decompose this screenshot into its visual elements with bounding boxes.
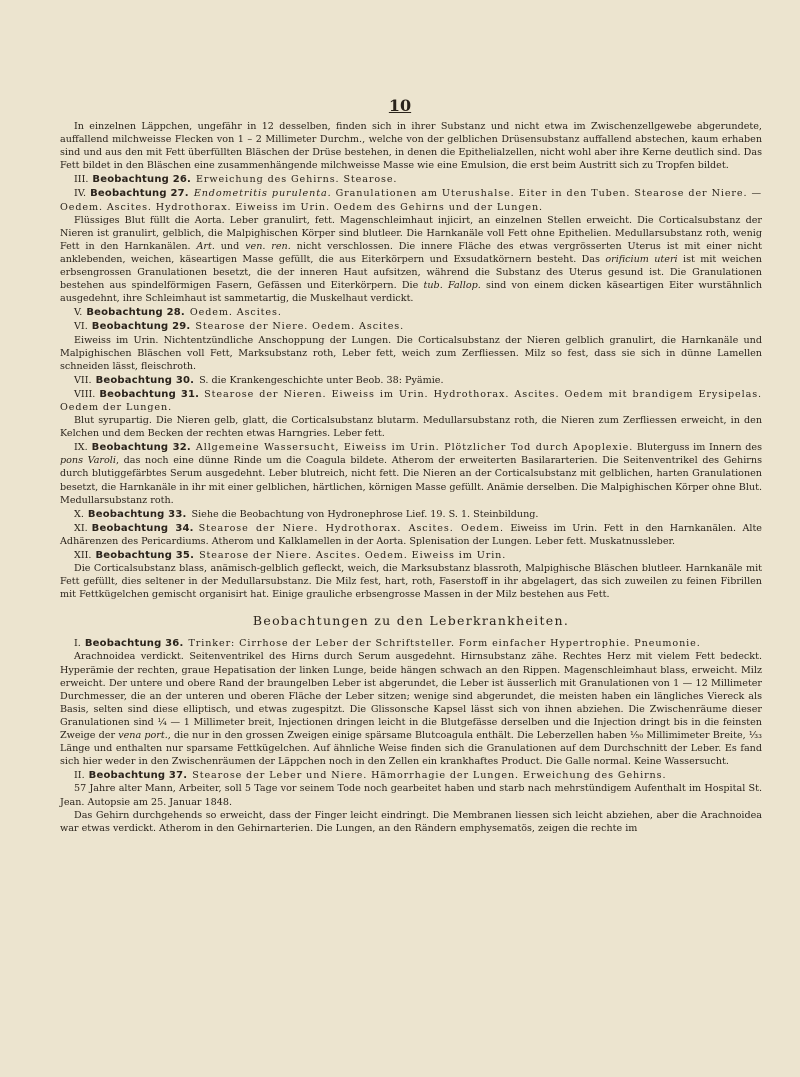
text-segment: vena port. — [118, 730, 168, 742]
observation-number: X. — [74, 508, 84, 520]
observation-entry — [60, 374, 762, 387]
text-segment: Eiweiss im Urin. Fett in den Harnkanälen. Alte Adhärenzen des Pericardiums. Atherom und Kalklamellen in der Aorta. Splenisation der Lungen. Leber fett. Muskatnussleber. — [60, 522, 762, 547]
text-segment: Stearose der Niere. Hydrothorax. Ascites. Oedem. — [198, 522, 504, 534]
text-segment: Bluterguss im Innern des — [633, 442, 762, 454]
observation-number: V. — [74, 307, 83, 319]
text-segment: , das noch eine dünne Rinde um die Coagula bildete. Atherom der erweiterten Basilararterien. Die Seitenventrikel des Gehirns durch blutiggefärbtes Serum ausgedehnt. Leber blutreich, nicht fett. Die Nieren an der Corticalsubstanz mit gelblichen, harten Granulationen besetzt, die Harnkanäle in ihr mit einer gelblichen, härtlichen, körnigen Masse gefüllt. Anämie derselben. Die Malpighischen Körper ohne Blut. Medullarsubstanz roth. — [60, 455, 762, 506]
observation-entry — [60, 522, 762, 548]
text-segment: Das Gehirn durchgehends so erweicht, dass der Finger leicht eindringt. Die Membranen liessen sich leicht abziehen, aber die Arachnoidea war etwas verdickt. Atherom in den Gehirnarterien. Die Lungen, an den Rändern emphysematös, zeigen die rechte im — [60, 809, 762, 834]
text-segment: Stearose der Nieren. Eiweiss im Urin. Hydrothorax. Ascites. Oedem mit brandigem Erysipelas. Oedem der Lungen. — [60, 388, 762, 413]
observation-label: Beobachtung 30. — [95, 374, 195, 386]
text-segment: Stearose der Niere. Ascites. Oedem. Eiweiss im Urin. — [199, 550, 507, 561]
paragraph — [60, 809, 762, 835]
text-segment: ven. ren. — [245, 240, 291, 252]
observation-entry — [60, 637, 762, 650]
observation-label: Beobachtung 32. — [91, 442, 191, 454]
text-segment: Oedem. Ascites. — [189, 307, 282, 319]
observation-number: VII. — [74, 374, 92, 386]
observation-label: Beobachtung 37. — [88, 770, 188, 782]
text-segment: tub. Fallop. — [423, 280, 481, 292]
observation-number: III. — [74, 174, 89, 186]
observation-number: XI. — [74, 522, 88, 534]
page-body — [60, 98, 762, 835]
paragraph — [60, 650, 762, 768]
text-segment: Stearose der Niere. Oedem. Ascites. — [195, 321, 405, 333]
observation-number: XII. — [74, 550, 92, 561]
text-segment: In einzelnen Läppchen, ungefähr in 12 desselben, finden sich in ihrer Substanz und nicht etwa im Zwischenzellgewebe abgerundete, auffallend milchweisse Flecken von 1 – 2 Millimeter Durchm., welche von der gelblichen Drüsensubstanz auffallend abstechen, kaum erhaben sind und aus den mit Fett überfüllten Bläschen der Drüse bestehen, in denen die Epithelialzellen, nicht wohl aber ihre Kerne deutlich sind. Das Fett bildet in den Bläschen eine zusammenhängende milchweisse Masse wie eine Emulsion, die erst beim Austritt sich zu Tropfen bildet. — [60, 121, 762, 172]
text-segment: , die nur in den grossen Zweigen einige spärsame Blutcoagula enthält. Die Leberzellen haben ⅟₅₀ Millimimeter Breite, ⅟₃₃ Länge und enthalten nur sparsame Fettkügelchen. Auf ähnliche Weise finden sich die Granulationen auf dem Durchschnitt der Leber. Es fand sich hier weder in den Zwischenräumen der Läppchen noch in den Zellen ein krankhaftes Product. Die Galle normal. Keine Wassersucht. — [60, 730, 762, 768]
text-segment: sind von einem dicken käseartigen Eiter wurstähnlich ausgedehnt, ihre Schleimhaut ist sammetartig, die Muskelhaut verdickt. — [60, 280, 763, 305]
text-segment: nicht verschlossen. Die innere Fläche des etwas vergrösserten Uterus ist mit einer nicht anklebenden, weichen, käseartigen Masse gefüllt, die aus Eiterkörpern und Exsudatkörnern besteht. Das — [60, 240, 762, 265]
observation-number: IX. — [74, 442, 88, 454]
text-segment: 57 Jahre alter Mann, Arbeiter, soll 5 Tage vor seinem Tode noch gearbeitet haben und starb nach mehrstündigem Aufenthalt im Hospital St. Jean. Autopsie am 25. Januar 1848. — [60, 783, 762, 808]
paragraph — [60, 782, 762, 808]
section-heading: Beobachtungen zu den Leberkrankheiten. — [252, 613, 570, 629]
text-segment: S. die Krankengeschichte unter Beob. 38: Pyämie. — [199, 374, 444, 386]
text-segment: Art. — [196, 240, 215, 252]
observation-number: II. — [74, 770, 85, 782]
observation-entry — [60, 769, 762, 782]
text-segment: Blut syrupartig. Die Nieren gelb, glatt, die Corticalsubstanz blutarm. Medullarsubstanz roth, die Nieren zum Zerfliessen erweicht, in den Kelchen und dem Becken der rechten etwas Harngries. Leber fett. — [60, 415, 762, 440]
observation-entry — [60, 508, 762, 521]
observation-label: Beobachtung 36. — [84, 638, 184, 650]
observation-entry — [60, 441, 762, 506]
paragraph — [60, 120, 762, 172]
observation-entry — [60, 187, 762, 213]
text-segment: ist mit weichen erbsengrossen Granulationen besetzt, die der inneren Haut aufsitzen, während die Substanz des Uterus gesund ist. Die Granulationen bestehen aus spindelförmigen Fasern, Gefässen und Eiterkörpern. Die — [60, 253, 762, 292]
text-segment: Trinker: Cirrhose der Leber der Schriftsteller. Form einfacher Hypertrophie. Pneumonie. — [188, 638, 701, 650]
observation-entry — [60, 306, 762, 319]
text-segment: orificium uteri — [605, 253, 678, 265]
observation-label: Beobachtung 28. — [86, 307, 185, 319]
observation-entry — [60, 320, 762, 333]
text-segment: Siehe die Beobachtung von Hydronephrose Lief. 19. S. 1. Steinbildung. — [191, 508, 539, 520]
observation-label: Beobachtung 27. — [90, 188, 189, 200]
paragraph — [60, 214, 762, 306]
text-segment: Die Corticalsubstanz blass, anämisch-gelblich gefleckt, weich, die Marksubstanz blassroth, Malpighische Bläschen blutleer. Harnkanäle mit Fett gefüllt, dies seltener in der Medullarsubstanz. Die Milz fest, hart, roth, Faserstoff in ihr abgelagert, das sich zuweilen zu feinen Fibrillen mit Fettkügelchen gemischt organisirt hat. Einige grauliche erbsengrosse Massen in der Milz bestehen aus Fett. — [60, 563, 762, 601]
observation-number: VIII. — [74, 388, 96, 400]
observation-number: IV. — [74, 188, 87, 200]
text-segment: Arachnoidea verdickt. Seitenventrikel des Hirns durch Serum ausgedehnt. Hirnsubstanz zähe. Rechtes Herz mit vielem Fett bedeckt. Hyperämie der rechten, graue Hepatisation der linken Lunge, beide hängen schwach an den Rippen. Magenschleimhaut blass, erweicht. Milz erweicht. Der untere und obere Rand der braungelben Leber ist abgerundet, die Leber ist äusserlich mit Granulationen von 1 — 12 Millimeter Durchmesser, die an der unteren und oberen Fläche der Leber sitzen; wenige sind abgerundet, die meisten haben ein längliches Viereck als Basis, selten sind diese elliptisch, und etwas zugespitzt. Die Glissonsche Kapsel lässt sich von ihnen abziehen. Die Zwischenräume dieser Granulationen sind ¼ — 1 Millimeter breit, Injectionen dringen leicht in die Blutgefässe derselben und die Injection dringt bis in die feinsten Zweige der — [60, 651, 762, 742]
observation-label: Beobachtung 33. — [87, 508, 187, 520]
observation-entry — [60, 549, 762, 562]
text-segment: Eiweiss im Urin. Nichtentzündliche Anschoppung der Lungen. Die Corticalsubstanz der Nieren gelblich granulirt, die Harnkanäle und Malpighischen Bläschen voll Fett, Marksubstanz roth, Leber fett, weich zum Zerfliessen. Milz so fest, dass sie sich in dünne Lamellen schneiden lässt, fleischroth. — [60, 334, 762, 372]
observation-label: Beobachtung 35. — [95, 550, 195, 561]
observation-entry — [60, 388, 762, 414]
observation-label: Beobachtung 31. — [99, 388, 200, 400]
text-segment: pons Varoli — [60, 455, 116, 467]
paragraph — [60, 562, 762, 601]
text-segment: Allgemeine Wassersucht, Eiweiss im Urin. Plötzlicher Tod durch Apoplexie. — [195, 442, 634, 454]
paragraph — [60, 414, 762, 440]
observation-label: Beobachtung 26. — [92, 174, 192, 186]
observation-label: Beobachtung 29. — [91, 321, 191, 333]
observation-number: I. — [74, 638, 81, 650]
observation-number: VI. — [74, 321, 88, 333]
observation-label: Beobachtung 34. — [91, 522, 194, 534]
text-segment: Flüssiges Blut füllt die Aorta. Leber granulirt, fett. Magenschleimhaut injicirt, an einzelnen Stellen erweicht. Die Corticalsubstanz der Nieren ist granulirt, gelblich, die Malpighischen Körper sind blutleer. Die Harnkanäle voll Fett ohne Epithelien. Medullarsubstanz roth, wenig Fett in den Harnkanälen. — [60, 214, 762, 252]
text-segment: Granulationen am Uterushalse. Eiter in den Tuben. Stearose der Niere. — Oedem. Ascites. Hydrothorax. Eiweiss im Urin. Oedem des Gehirns und der Lungen. — [60, 188, 762, 213]
text-segment: und — [214, 240, 246, 252]
observation-entry — [60, 173, 762, 186]
paragraph — [60, 334, 762, 373]
page-number: 10 — [388, 96, 412, 115]
text-segment: Stearose der Leber und Niere. Hämorrhagie der Lungen. Erweichung des Gehirns. — [192, 770, 667, 782]
text-segment: Endometritis purulenta. — [193, 188, 332, 200]
text-segment: Erweichung des Gehirns. Stearose. — [196, 174, 398, 186]
